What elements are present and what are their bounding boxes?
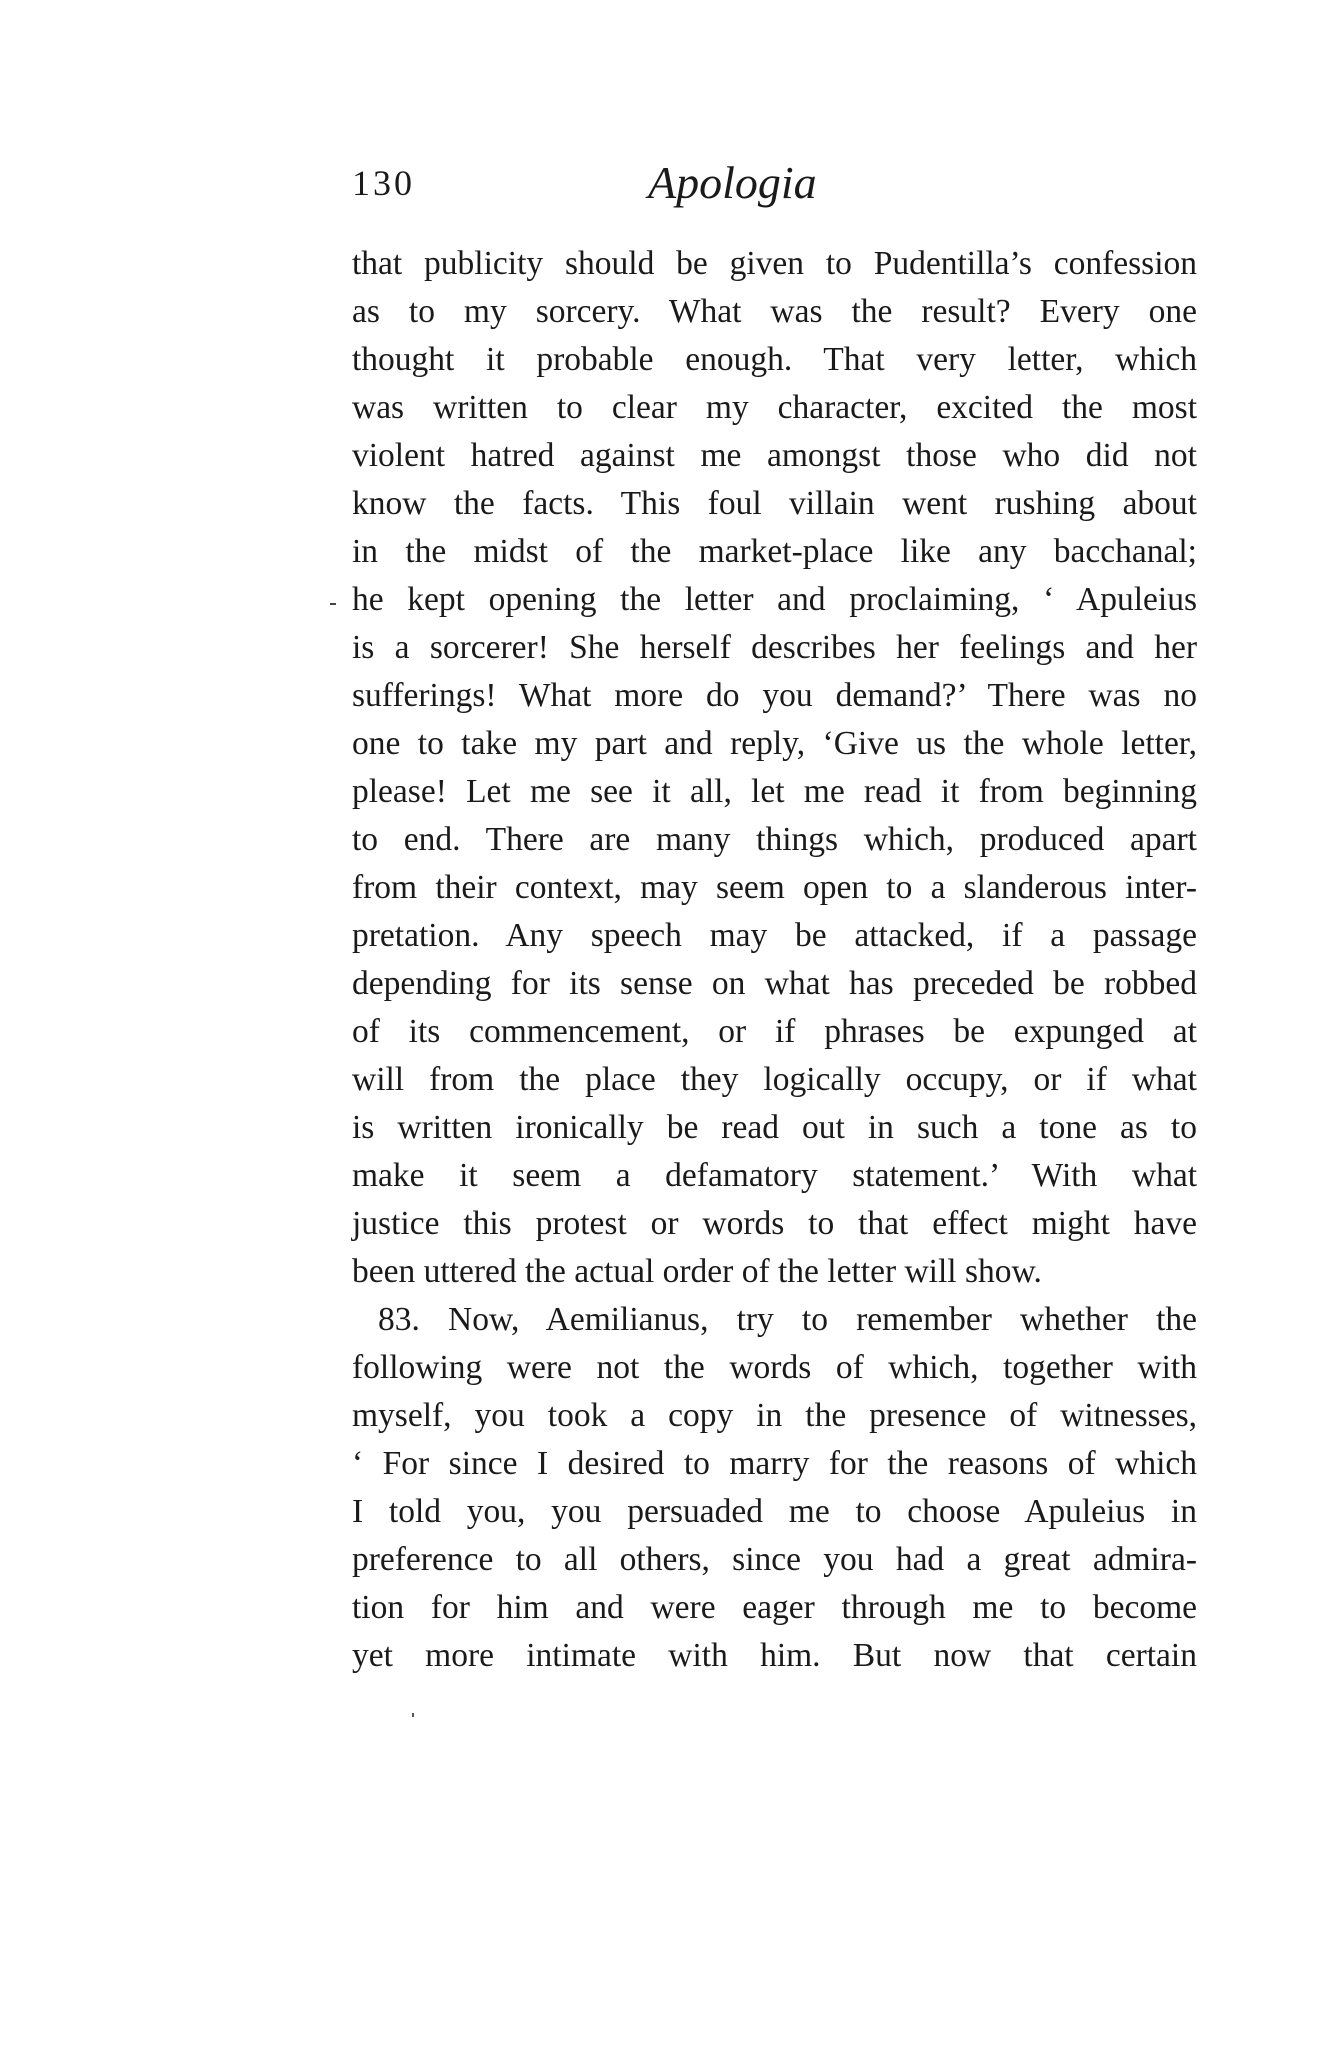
text-line: preference to all others, since you had a great admira-	[352, 1541, 1197, 1578]
text-line: know the facts. This foul villain went rushing about	[352, 485, 1197, 522]
text-line: myself, you took a copy in the presence of witnesses,	[352, 1397, 1197, 1434]
text-line: in the midst of the market-place like any bacchanal;	[352, 533, 1197, 570]
text-line: as to my sorcery. What was the result? Every one	[352, 293, 1197, 330]
text-line: that publicity should be given to Pudentilla’s confession	[352, 245, 1197, 282]
text-line: I told you, you persuaded me to choose Apuleius in	[352, 1493, 1197, 1530]
section-start-line: 83. Now, Aemilianus, try to remember whether the	[378, 1301, 1197, 1338]
running-title: Apologia	[648, 157, 817, 208]
text-line: tion for him and were eager through me to become	[352, 1589, 1197, 1626]
text-line: violent hatred against me amongst those who did not	[352, 437, 1197, 474]
text-line: was written to clear my character, excited the most	[352, 389, 1197, 426]
text-line: to end. There are many things which, produced apart	[352, 821, 1197, 858]
text-line: make it seem a defamatory statement.’ With what	[352, 1157, 1197, 1194]
text-line: of its commencement, or if phrases be expunged at	[352, 1013, 1197, 1050]
text-line: sufferings! What more do you demand?’ There was no	[352, 677, 1197, 714]
text-line: please! Let me see it all, let me read it from beginning	[352, 773, 1197, 810]
text-line: from their context, may seem open to a slanderous inter-	[352, 869, 1197, 906]
text-line: one to take my part and reply, ‘Give us the whole letter,	[352, 725, 1197, 762]
text-line: is a sorcerer! She herself describes her feelings and her	[352, 629, 1197, 666]
text-line: justice this protest or words to that effect might have	[352, 1205, 1197, 1242]
body-text	[352, 240, 1197, 1680]
text-line: yet more intimate with him. But now that certain	[352, 1637, 1197, 1674]
text-line: ‘ For since I desired to marry for the reasons of which	[352, 1445, 1197, 1482]
text-line: he kept opening the letter and proclaiming, ‘ Apuleius	[352, 581, 1197, 618]
running-head	[352, 156, 1202, 216]
page-number: 130	[352, 163, 415, 203]
text-line: pretation. Any speech may be attacked, if a passage	[352, 917, 1197, 954]
margin-mark	[330, 603, 336, 605]
print-speck	[412, 1713, 414, 1717]
text-line: depending for its sense on what has preceded be robbed	[352, 965, 1197, 1002]
text-line: will from the place they logically occupy, or if what	[352, 1061, 1197, 1098]
text-line: been uttered the actual order of the letter will show.	[352, 1253, 1042, 1290]
text-line: is written ironically be read out in such a tone as to	[352, 1109, 1197, 1146]
text-line: following were not the words of which, together with	[352, 1349, 1197, 1386]
text-line: thought it probable enough. That very letter, which	[352, 341, 1197, 378]
